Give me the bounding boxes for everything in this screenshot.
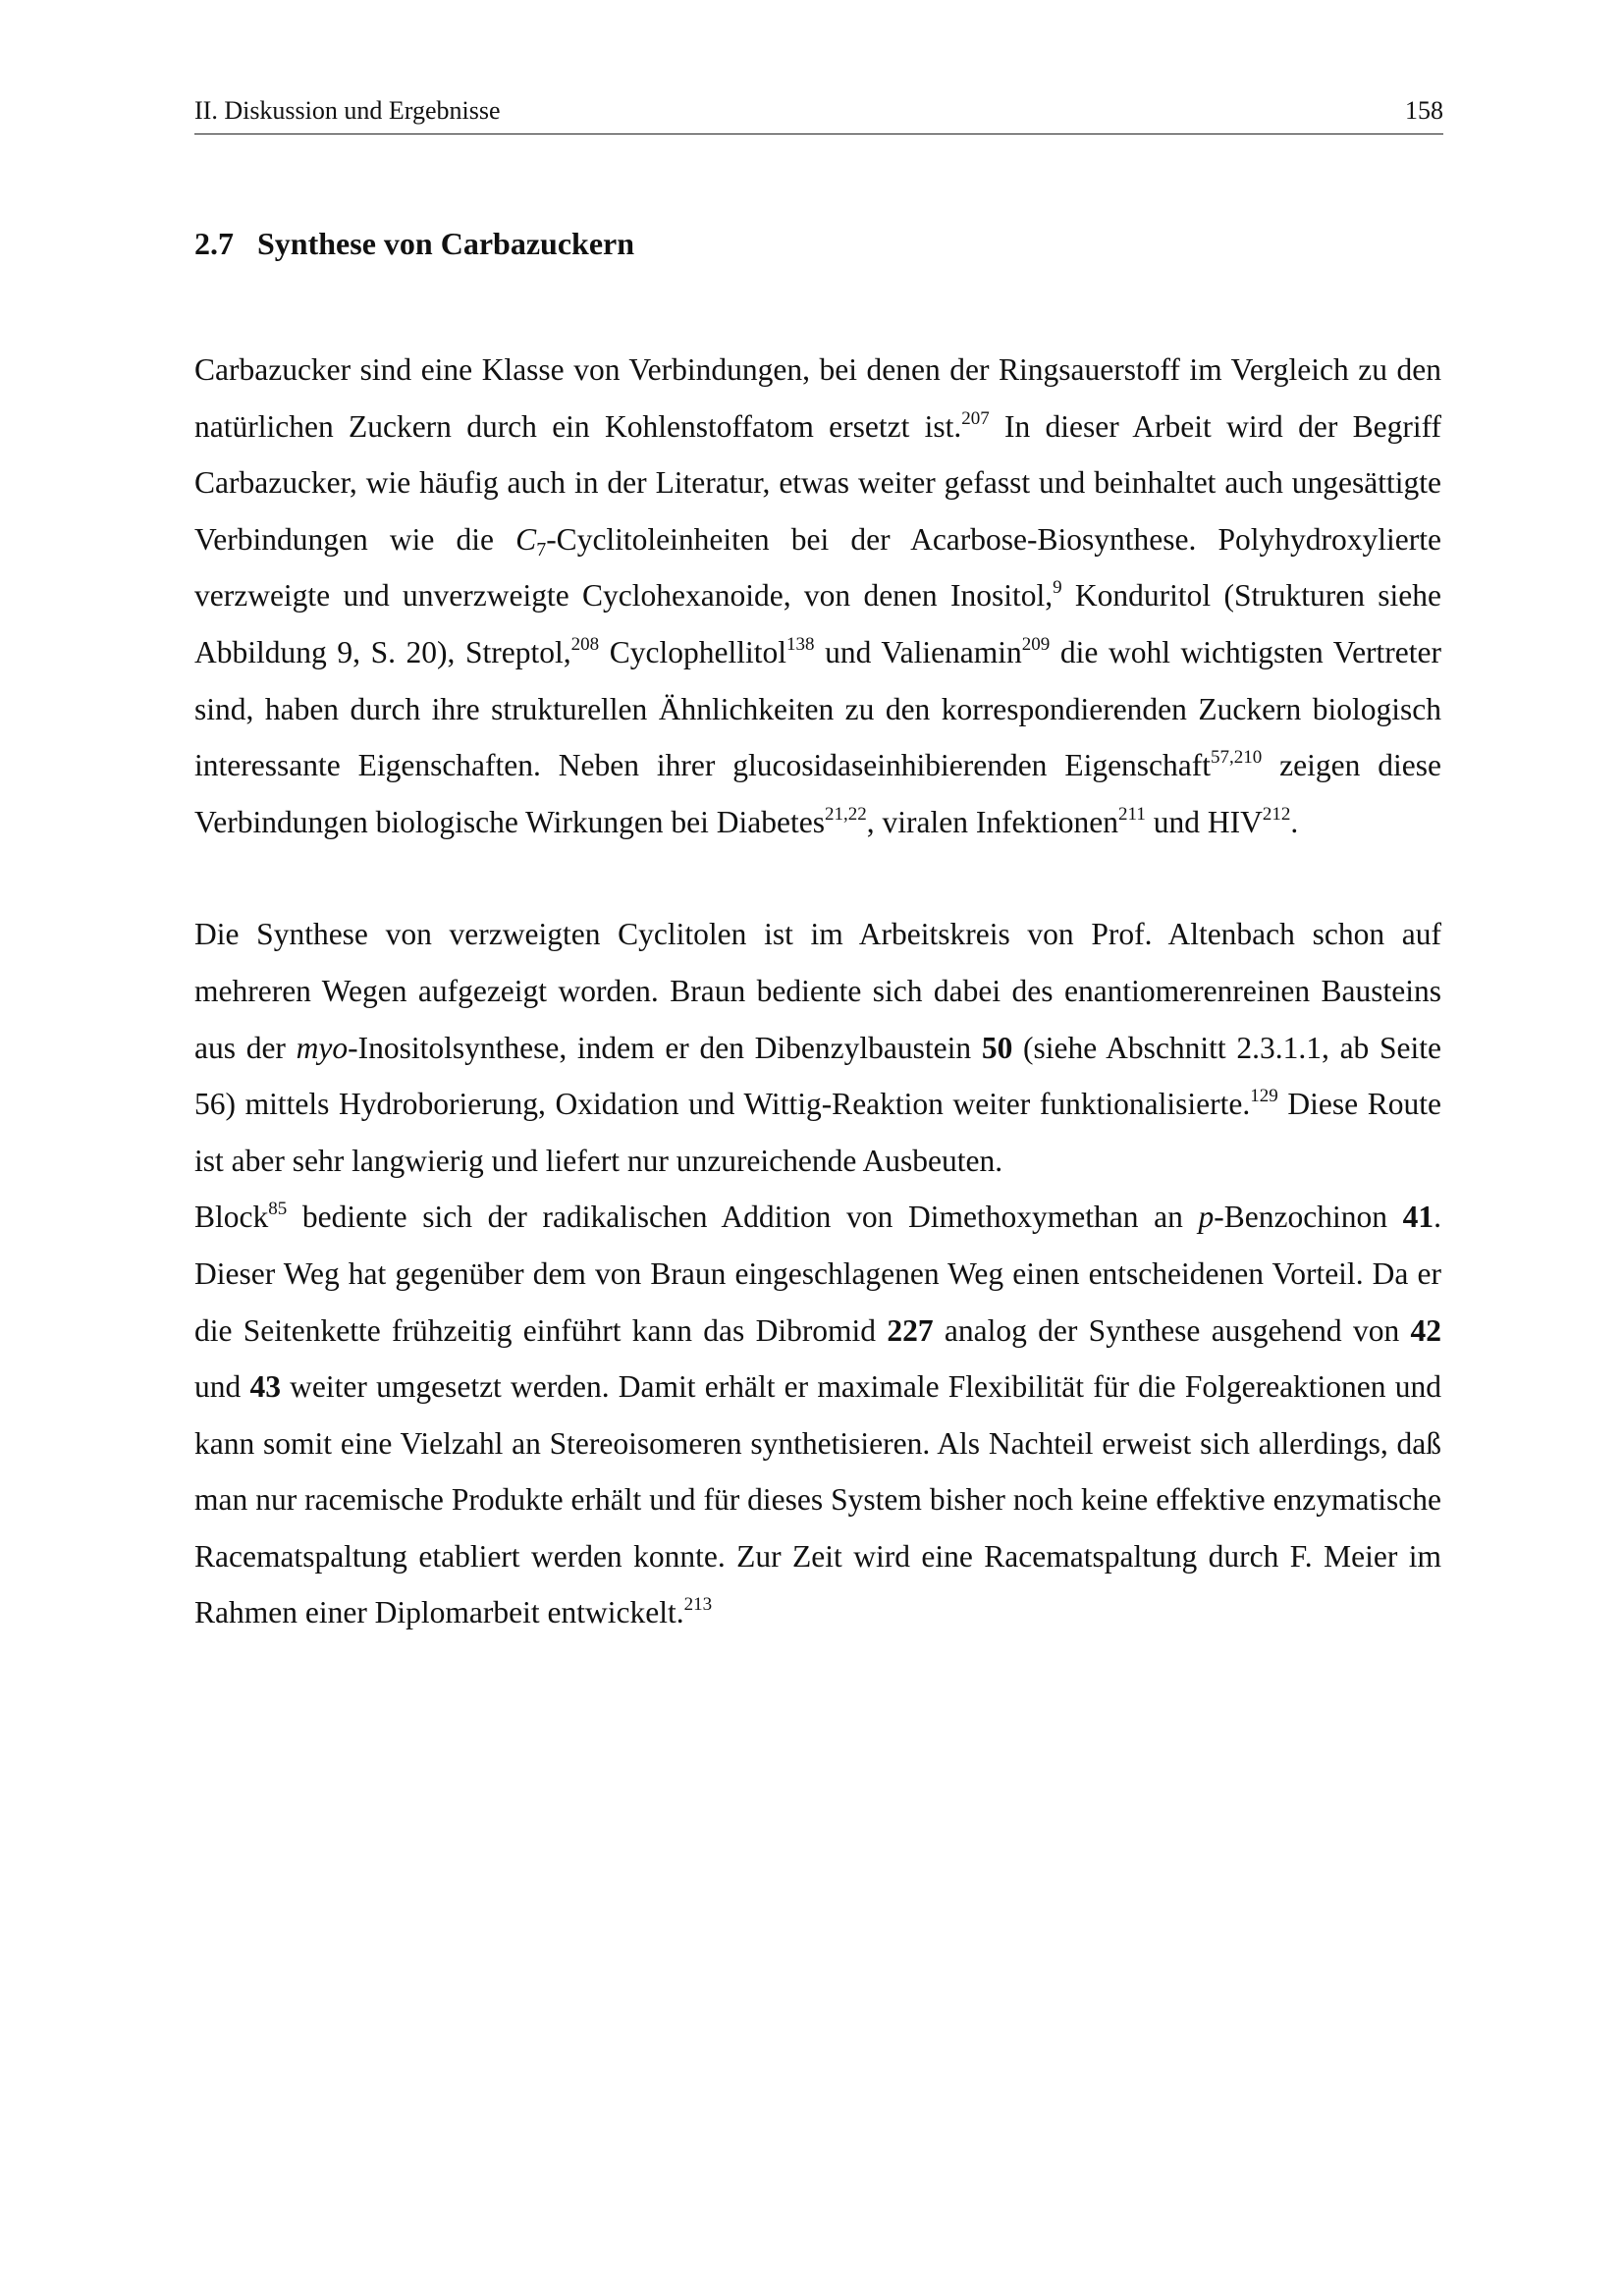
section-heading <box>194 226 634 262</box>
citation: 209 <box>1021 633 1051 655</box>
citation: 213 <box>683 1594 713 1616</box>
citation: 208 <box>570 633 600 655</box>
running-head: II. Diskussion und Ergebnisse <box>194 96 501 125</box>
citation: 138 <box>785 633 815 655</box>
citation: 211 <box>1118 803 1146 825</box>
page-number: 158 <box>1405 96 1443 125</box>
compound-number: 50 <box>981 1030 1013 1065</box>
citation: 85 <box>268 1199 288 1220</box>
citation: 21,22 <box>825 803 867 825</box>
compound-number: 227 <box>887 1312 934 1348</box>
compound-number: 43 <box>249 1369 281 1405</box>
section-title: Synthese von Carbazuckern <box>257 226 635 261</box>
paragraph-block-route: Block$^{85}$ bediente sich der radikalischen Addition von Dimethoxymethan an p-Benzochinon 41. Dieser Weg hat gegenüber dem von Braun eingeschlagenen Weg einen entscheidenen Vorteil. Da er die Seitenkette frühzeitig einführt kann das Dibromid 227 analog der Synthese ausgehend von 42 und 43 weiter umgesetzt werden. Damit erhält er maximale Flexibilität für die Folgereaktionen und kann somit eine Vielzahl an Stereoisomeren synthetisieren. Als Nachteil erweist sich allerdings, daß man nur racemische Produkte erhält und für dieses System bisher noch keine effektive enzymatische Racematspaltung etabliert werden konnte. Zur Zeit wird eine Racematspaltung durch F. Meier im Rahmen einer Diplomarbeit entwickelt.$^{213}$ <box>194 1199 1441 1630</box>
citation: 129 <box>1250 1086 1278 1107</box>
paragraph-carbazucker-definition: Carbazucker sind eine Klasse von Verbindungen, bei denen der Ringsauerstoff im Vergleich zu den natürlichen Zuckern durch ein Kohlenstoffatom ersetzt ist.$^{207}$ In dieser Arbeit wird der Begriff Carbazucker, wie häufig auch in der Literatur, etwas weiter gefasst und beinhaltet auch ungesättigte Verbindungen wie die $C_7$-Cyclitoleinheiten bei der Acarbose-Biosynthese. Polyhydroxylierte verzweigte und unverzweigte Cyclohexanoide, von denen Inositol,$^9$ Konduritol (Strukturen siehe Abbildung 9, S. 20), Streptol,$^{208}$ Cyclophellitol$^{138}$ und Valienamin$^{209}$ die wohl wichtigsten Vertreter sind, haben durch ihre strukturellen Ähnlichkeiten zu den korrespondierenden Zuckern biologisch interessante Eigenschaften. Neben ihrer glucosidaseinhibierenden Eigenschaft$^{57,210}$ zeigen diese Verbindungen biologische Wirkungen bei Diabetes$^{21,22}$, viralen Infektionen$^{211}$ und HIV$^{212}$. <box>194 352 1441 839</box>
section-number: 2.7 <box>194 226 234 261</box>
compound-number: 42 <box>1410 1312 1441 1348</box>
compound-number: 41 <box>1402 1200 1434 1235</box>
citation: 207 <box>961 407 990 429</box>
paragraph-braun-route: Die Synthese von verzweigten Cyclitolen ist im Arbeitskreis von Prof. Altenbach schon auf mehreren Wegen aufgezeigt worden. Braun bediente sich dabei des enantiomerenreinen Bausteins aus der myo-Inositolsynthese, indem er den Dibenzylbaustein 50 (siehe Abschnitt 2.3.1.1, ab Seite 56) mittels Hydroborierung, Oxidation und Wittig-Reaktion weiter funktionalisierte.$^{129}$ Diese Route ist aber sehr langwierig und liefert nur unzureichende Ausbeuten. <box>194 917 1441 1178</box>
citation: 212 <box>1262 803 1291 825</box>
formula-c7: C <box>515 521 537 557</box>
citation: 9 <box>1053 577 1062 599</box>
body-text <box>194 342 1441 1641</box>
page-header <box>194 94 1443 134</box>
citation: 57,210 <box>1211 747 1263 769</box>
